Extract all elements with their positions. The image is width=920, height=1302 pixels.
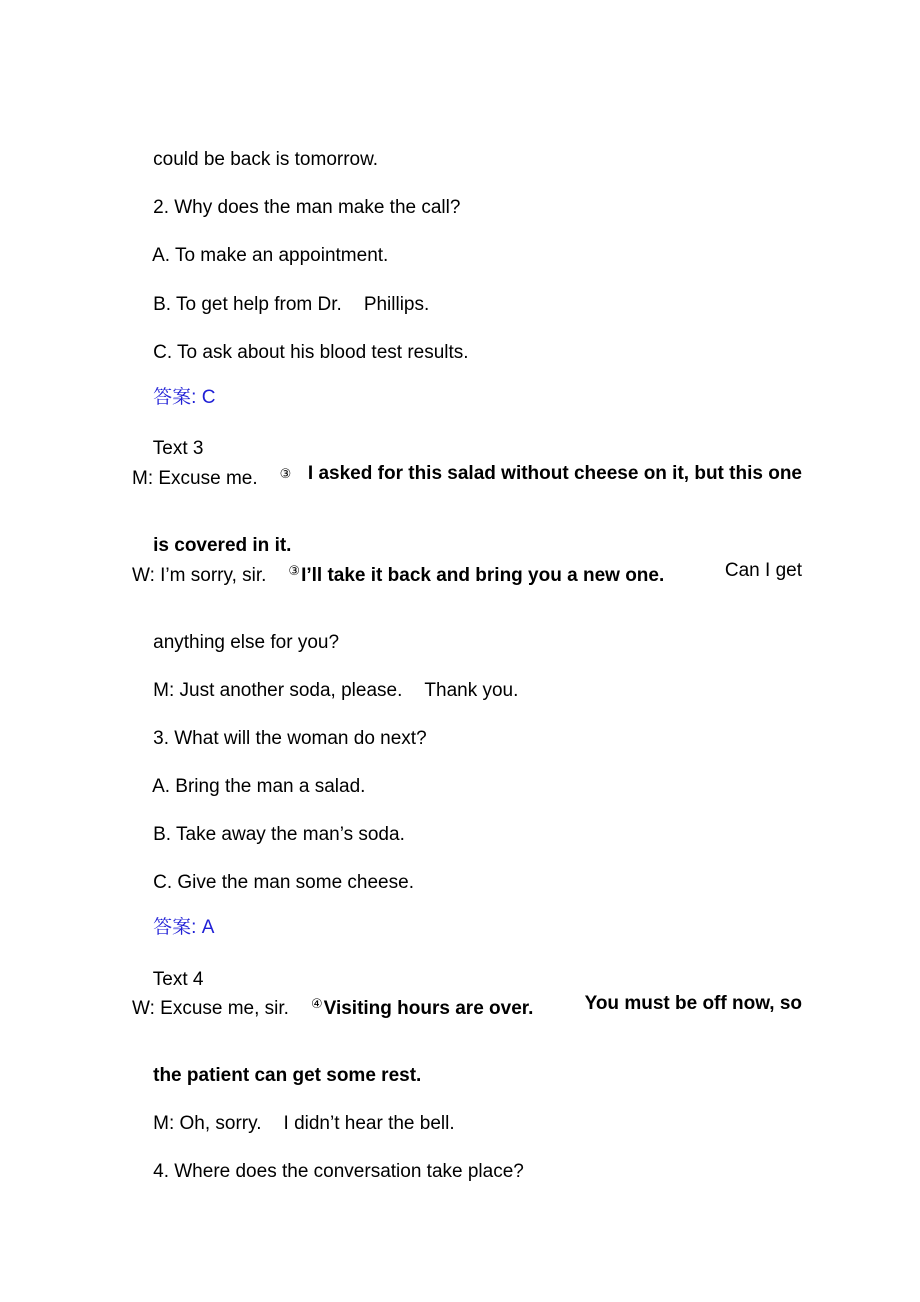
dialogue-text4-man: M: Oh, sorry. I didn’t hear the bell. [153, 1113, 455, 1134]
option-2c: C. To ask about his blood test results. [153, 342, 469, 363]
continuation-text: could be back is tomorrow. [153, 149, 379, 170]
option-2a: A. To make an appointment. [152, 245, 389, 266]
question-2: 2. Why does the man make the call? [153, 197, 461, 218]
question-3: 3. What will the woman do next? [153, 728, 427, 749]
answer-label: 答案 [153, 917, 192, 938]
circled-number-4: ④ [310, 996, 323, 1011]
answer-2: 答案: C [153, 387, 216, 408]
circled-number-3: ③ [279, 466, 292, 481]
section-heading-text-4: Text 4 [152, 969, 204, 990]
dialogue-text3-man-1-cont: is covered in it. [153, 535, 292, 556]
section-heading-text-3: Text 3 [152, 438, 204, 459]
option-2b: B. To get help from Dr. Phillips. [153, 294, 430, 315]
option-3b: B. Take away the man’s soda. [153, 824, 405, 845]
answer-label: 答案 [153, 387, 192, 408]
dialogue-text3-woman: W: I’m sorry, sir. ③I’ll take it back and bring you a new one. Can I get [132, 560, 802, 586]
circled-number-3: ③ [288, 563, 301, 578]
dialogue-text3-woman-cont: anything else for you? [153, 632, 340, 653]
option-3c: C. Give the man some cheese. [153, 872, 414, 893]
dialogue-text3-man-1: M: Excuse me. ③ I asked for this salad without cheese on it, but this one [132, 463, 802, 489]
question-4: 4. Where does the conversation take place? [153, 1161, 524, 1182]
dialogue-text4-woman: W: Excuse me, sir. ④Visiting hours are over. You must be off now, so [132, 993, 802, 1019]
answer-3: 答案: A [153, 917, 215, 938]
dialogue-text3-man-2: M: Just another soda, please. Thank you. [153, 680, 519, 701]
dialogue-text4-woman-cont: the patient can get some rest. [153, 1065, 422, 1086]
option-3a: A. Bring the man a salad. [152, 776, 366, 797]
